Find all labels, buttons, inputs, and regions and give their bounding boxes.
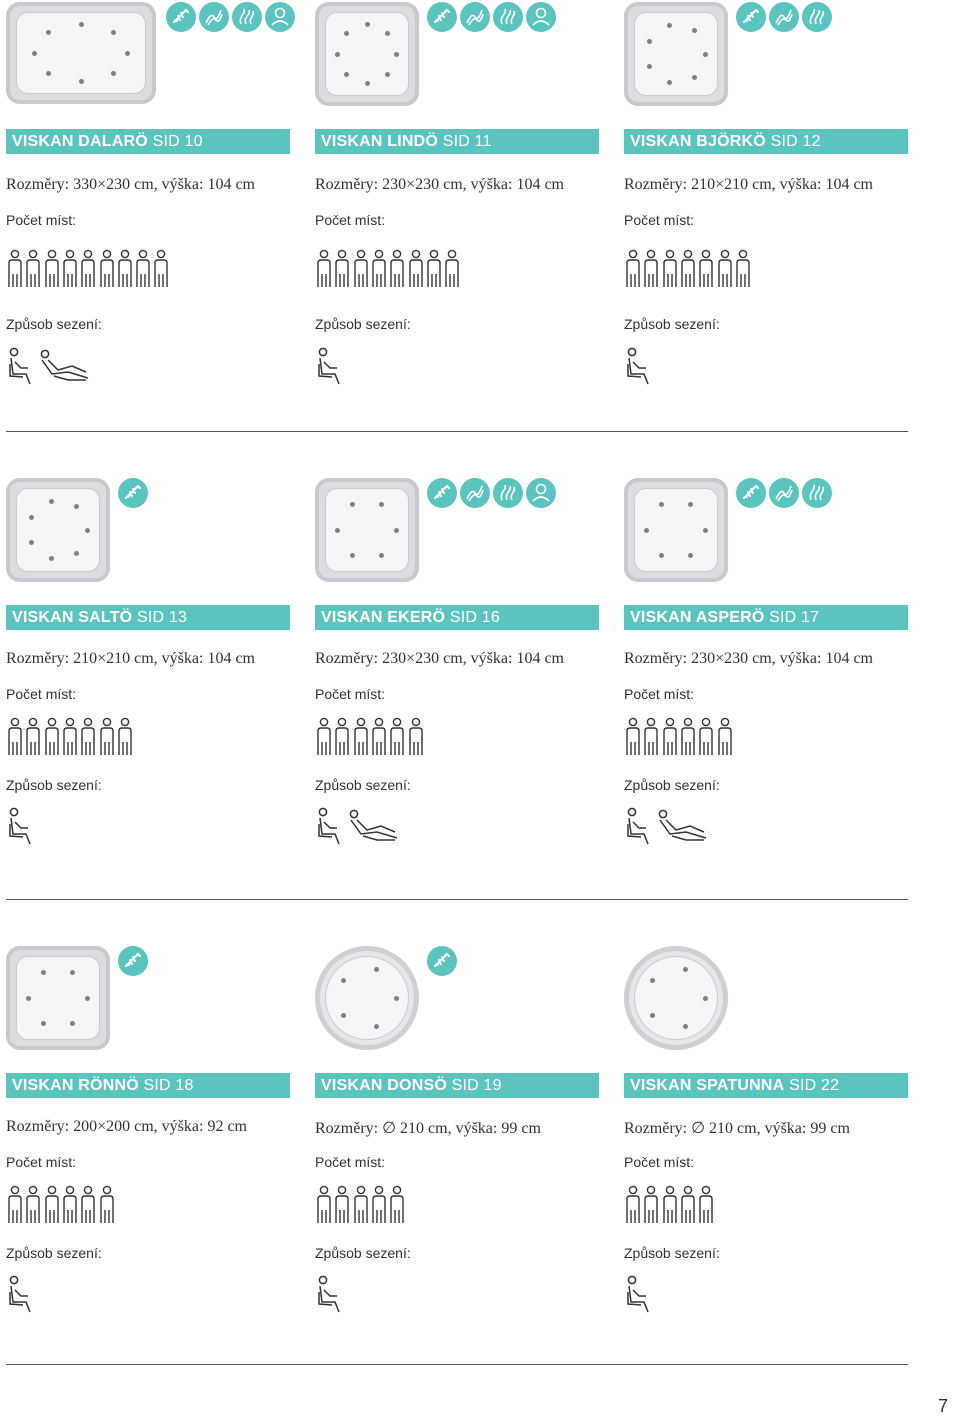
product-title-bar [6, 1073, 290, 1098]
jet-dot [111, 71, 116, 76]
jet-dot [394, 996, 399, 1001]
product-thumbs [315, 478, 605, 588]
shower-icon [427, 946, 457, 976]
jet-dot [379, 553, 384, 558]
jet-dot [650, 1013, 655, 1018]
massage-icon [802, 478, 832, 508]
jet-dot [85, 996, 90, 1001]
spa-photo [6, 2, 156, 104]
jet-dot [703, 52, 708, 57]
jet-dot [32, 51, 37, 56]
product-name: VISKAN RÖNNÖ [12, 1077, 139, 1094]
seating-label: Způsob sezení: [315, 316, 411, 332]
jet-dot [49, 499, 54, 504]
product-sid: SID 18 [143, 1077, 194, 1094]
spa-photo [315, 478, 419, 582]
product-name: VISKAN EKERÖ [321, 609, 446, 626]
jet-dot [335, 528, 340, 533]
shower-icon [118, 478, 148, 508]
jet-dot [385, 72, 390, 77]
capacity-label: Počet míst: [6, 686, 77, 702]
hydro-jet-icon [769, 478, 799, 508]
product-title-bar [624, 129, 908, 154]
product-sid: SID 10 [152, 133, 203, 150]
spa-photo [624, 478, 728, 582]
jet-dot [29, 540, 34, 545]
spa-photo [315, 2, 419, 106]
product-name: VISKAN DONSÖ [321, 1077, 447, 1094]
jet-dot [667, 23, 672, 28]
jet-dot [688, 553, 693, 558]
jet-dot [46, 30, 51, 35]
seating-label: Způsob sezení: [624, 1245, 720, 1261]
shower-icon [427, 478, 457, 508]
product-dimensions: Rozměry: 210×210 cm, výška: 104 cm [6, 650, 255, 667]
massage-icon [232, 2, 262, 32]
jet-dot [385, 31, 390, 36]
jet-dot [350, 553, 355, 558]
product-name: VISKAN SPATUNNA [630, 1077, 785, 1094]
product-thumbs [6, 2, 296, 112]
seating-label: Způsob sezení: [315, 777, 411, 793]
hydro-jet-icon [460, 2, 490, 32]
jet-dot [374, 967, 379, 972]
spa-photo [624, 946, 728, 1050]
jet-dot [74, 504, 79, 509]
jet-dot [70, 970, 75, 975]
jet-dot [394, 528, 399, 533]
capacity-label: Počet míst: [6, 1154, 77, 1170]
product-title-bar [6, 129, 290, 154]
jet-dot [41, 1021, 46, 1026]
product-sid: SID 17 [769, 609, 820, 626]
head-rest-icon [526, 2, 556, 32]
product-sid: SID 13 [137, 609, 188, 626]
product-dimensions: Rozměry: ∅ 210 cm, výška: 99 cm [315, 1120, 541, 1137]
product-thumbs [315, 946, 605, 1056]
product-thumbs [6, 478, 296, 588]
jet-dot [79, 22, 84, 27]
seating-label: Způsob sezení: [6, 316, 102, 332]
spa-photo [6, 478, 110, 582]
product-dimensions: Rozměry: 210×210 cm, výška: 104 cm [624, 176, 873, 193]
jet-dot [703, 996, 708, 1001]
page-number: 7 [937, 1396, 948, 1416]
product-title-bar [6, 605, 290, 630]
jet-dot [365, 22, 370, 27]
jet-dot [688, 502, 693, 507]
seating-label: Způsob sezení: [315, 1245, 411, 1261]
product-thumbs [6, 946, 296, 1056]
product-sid: SID 11 [442, 133, 492, 150]
jet-dot [379, 502, 384, 507]
product-dimensions: Rozměry: 330×230 cm, výška: 104 cm [6, 176, 255, 193]
jet-dot [341, 978, 346, 983]
seating-label: Způsob sezení: [6, 777, 102, 793]
jet-dot [692, 28, 697, 33]
product-thumbs [624, 946, 914, 1056]
product-name: VISKAN DALARÖ [12, 133, 148, 150]
capacity-label: Počet míst: [624, 686, 695, 702]
product-dimensions: Rozměry: 230×230 cm, výška: 104 cm [315, 176, 564, 193]
product-dimensions: Rozměry: ∅ 210 cm, výška: 99 cm [624, 1120, 850, 1137]
capacity-label: Počet míst: [624, 1154, 695, 1170]
jet-dot [703, 528, 708, 533]
head-rest-icon [265, 2, 295, 32]
jet-dot [125, 51, 130, 56]
product-dimensions: Rozměry: 230×230 cm, výška: 104 cm [624, 650, 873, 667]
jet-dot [335, 52, 340, 57]
jet-dot [41, 970, 46, 975]
shower-icon [427, 2, 457, 32]
seating-label: Způsob sezení: [6, 1245, 102, 1261]
jet-dot [46, 71, 51, 76]
jet-dot [49, 556, 54, 561]
product-thumbs [624, 2, 914, 112]
shower-icon [736, 2, 766, 32]
hydro-jet-icon [769, 2, 799, 32]
jet-dot [683, 1024, 688, 1029]
product-sid: SID 19 [451, 1077, 502, 1094]
capacity-label: Počet míst: [6, 212, 77, 228]
jet-dot [692, 75, 697, 80]
jet-dot [659, 502, 664, 507]
capacity-label: Počet míst: [315, 1154, 386, 1170]
massage-icon [493, 2, 523, 32]
shower-icon [118, 946, 148, 976]
jet-dot [647, 39, 652, 44]
product-sid: SID 12 [770, 133, 821, 150]
jet-dot [659, 553, 664, 558]
massage-icon [802, 2, 832, 32]
seating-label: Způsob sezení: [624, 777, 720, 793]
product-name: VISKAN LINDÖ [321, 133, 439, 150]
product-title-bar [315, 605, 599, 630]
hydro-jet-icon [199, 2, 229, 32]
product-thumbs [315, 2, 605, 112]
product-dimensions: Rozměry: 230×230 cm, výška: 104 cm [315, 650, 564, 667]
jet-dot [394, 52, 399, 57]
capacity-label: Počet míst: [624, 212, 695, 228]
jet-dot [647, 64, 652, 69]
spa-photo [6, 946, 110, 1050]
product-sid: SID 22 [789, 1077, 840, 1094]
jet-dot [683, 967, 688, 972]
jet-dot [344, 72, 349, 77]
shower-icon [736, 478, 766, 508]
section-divider [6, 1364, 908, 1365]
seating-label: Způsob sezení: [624, 316, 720, 332]
product-title-bar [315, 1073, 599, 1098]
product-title-bar [624, 1073, 908, 1098]
jet-dot [365, 81, 370, 86]
jet-dot [644, 528, 649, 533]
jet-dot [350, 502, 355, 507]
capacity-label: Počet míst: [315, 686, 386, 702]
jet-dot [374, 1024, 379, 1029]
massage-icon [493, 478, 523, 508]
spa-photo [315, 946, 419, 1050]
head-rest-icon [526, 478, 556, 508]
jet-dot [85, 528, 90, 533]
product-name: VISKAN SALTÖ [12, 609, 133, 626]
jet-dot [667, 80, 672, 85]
section-divider [6, 899, 908, 900]
jet-dot [70, 1021, 75, 1026]
product-name: VISKAN ASPERÖ [630, 609, 765, 626]
product-name: VISKAN BJÖRKÖ [630, 133, 766, 150]
jet-dot [26, 996, 31, 1001]
capacity-label: Počet míst: [315, 212, 386, 228]
section-divider [6, 431, 908, 432]
jet-dot [79, 79, 84, 84]
jet-dot [74, 551, 79, 556]
jet-dot [29, 515, 34, 520]
jet-dot [650, 978, 655, 983]
product-thumbs [624, 478, 914, 588]
product-dimensions: Rozměry: 200×200 cm, výška: 92 cm [6, 1118, 247, 1135]
hydro-jet-icon [460, 478, 490, 508]
spa-photo [624, 2, 728, 106]
shower-icon [166, 2, 196, 32]
product-title-bar [315, 129, 599, 154]
jet-dot [111, 30, 116, 35]
jet-dot [344, 31, 349, 36]
jet-dot [341, 1013, 346, 1018]
product-title-bar [624, 605, 908, 630]
product-sid: SID 16 [449, 609, 500, 626]
